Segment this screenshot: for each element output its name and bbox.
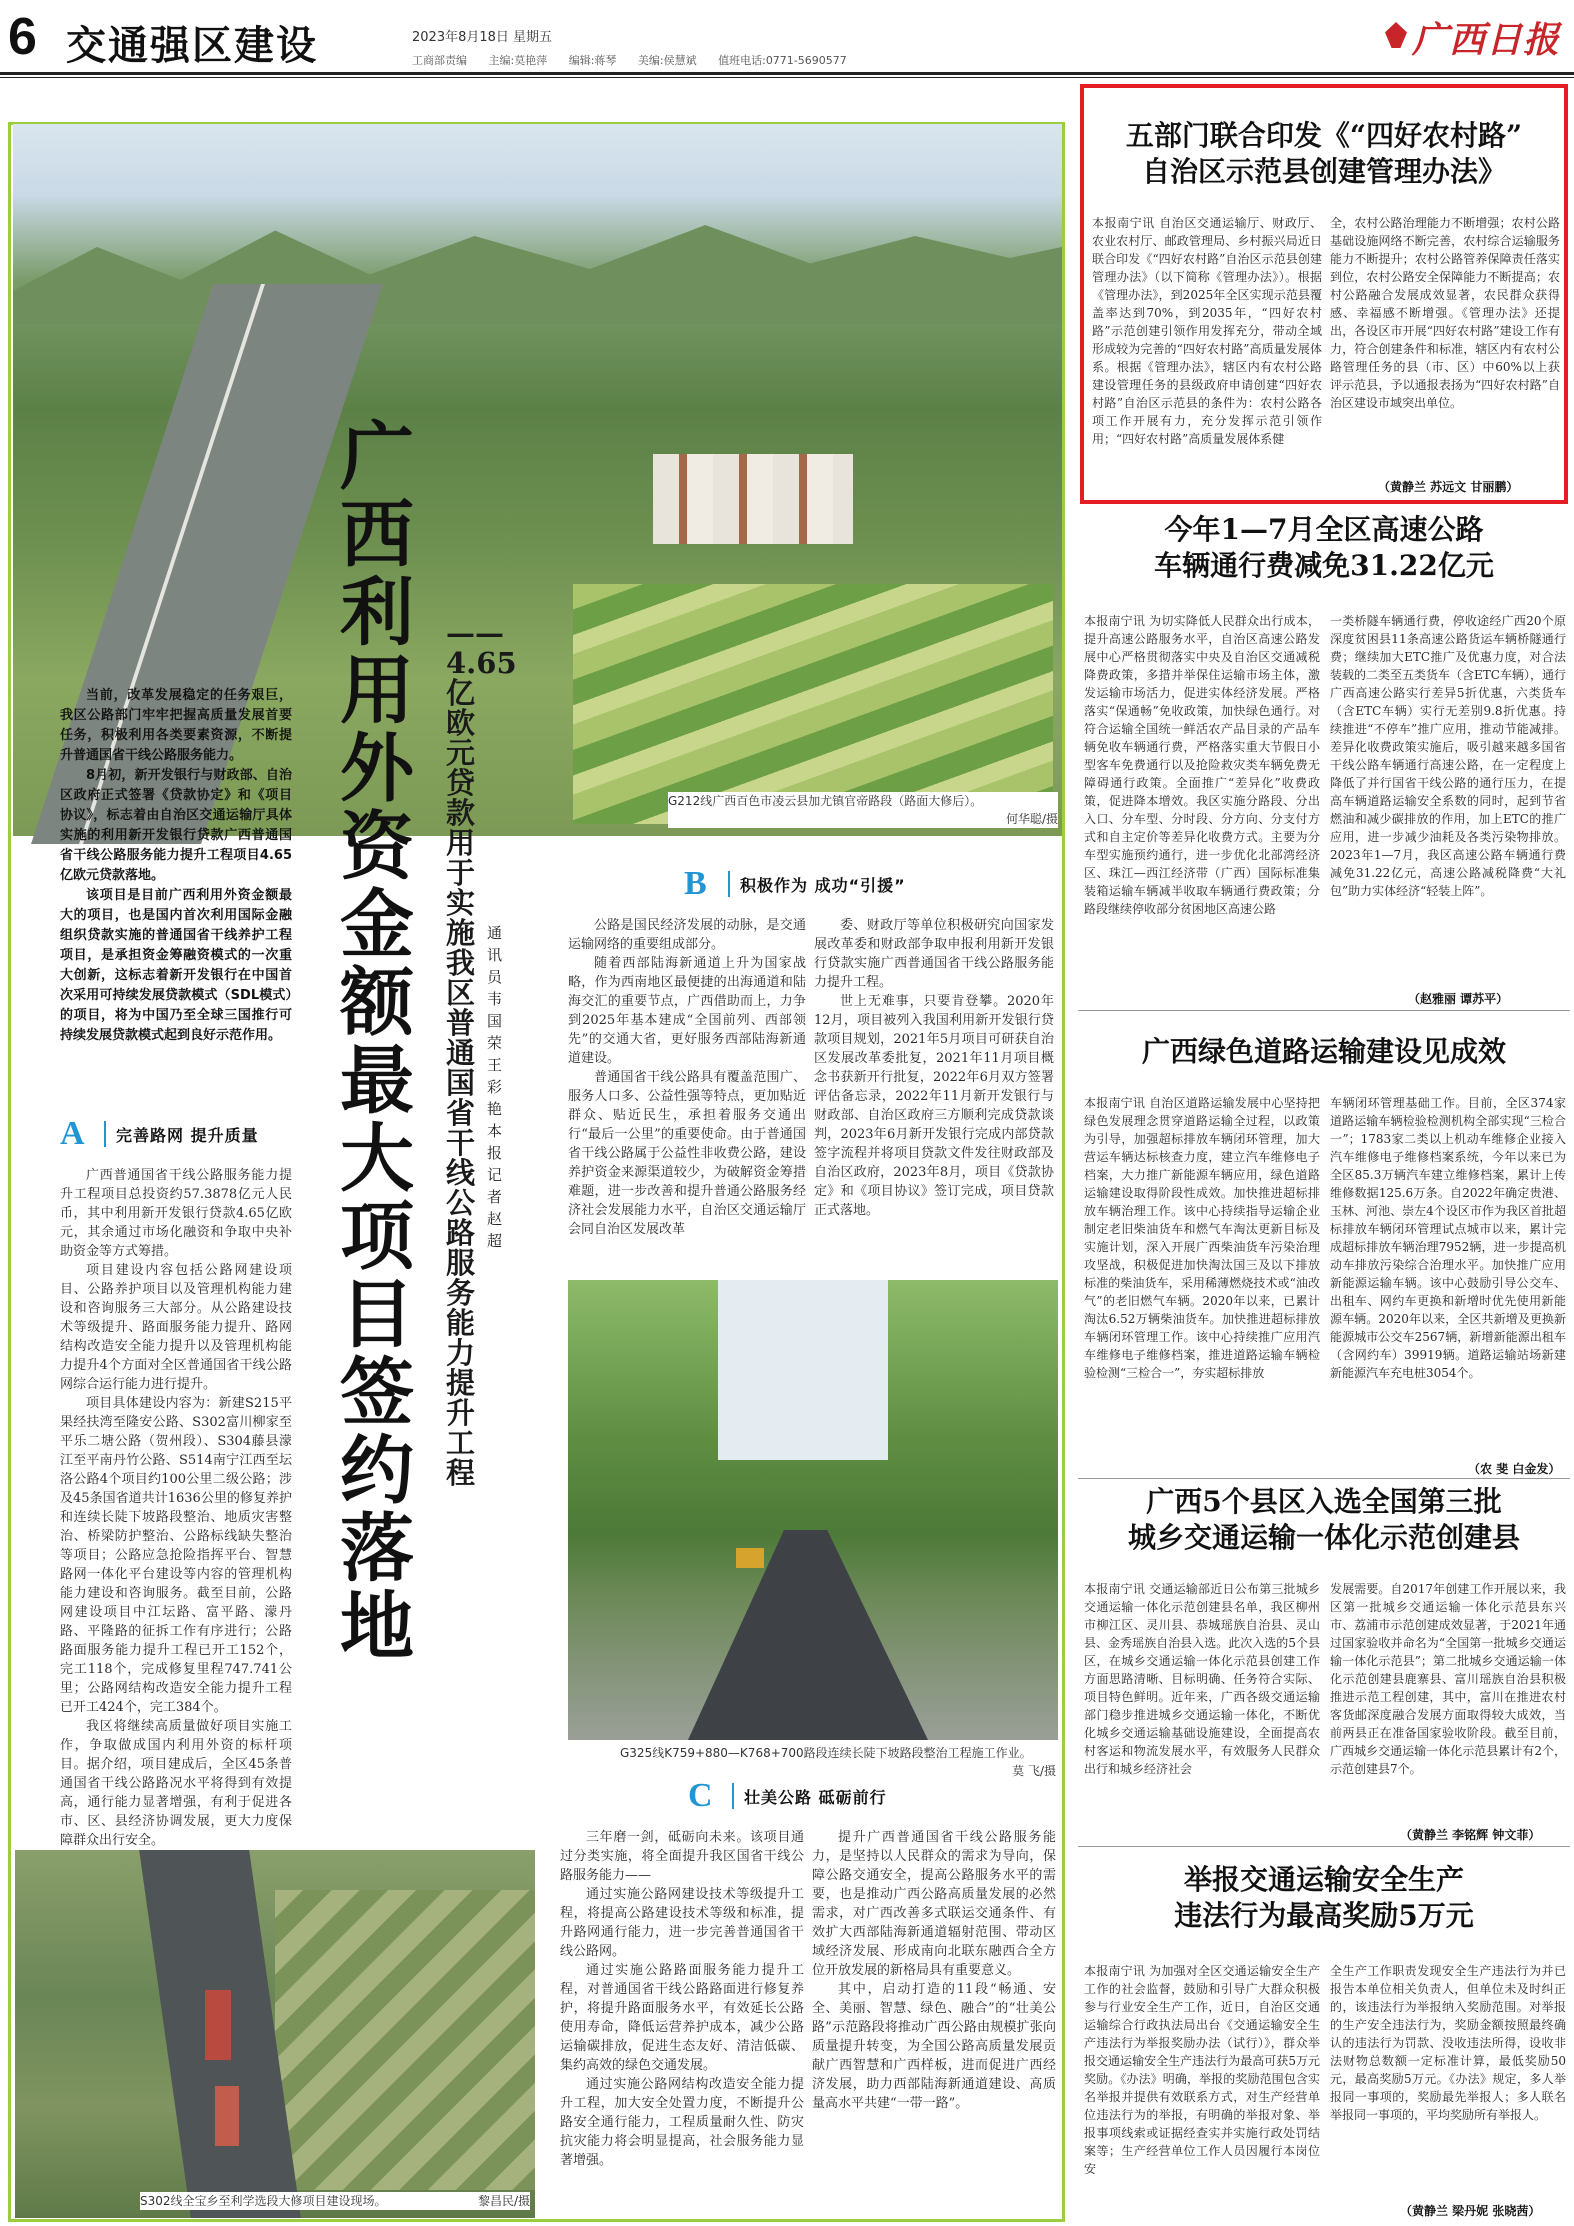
article5-body-2: 全生产工作职责发现安全生产违法行为并已报告本单位相关负责人，但单位未及时纠正的，该违法行为举报纳入奖励范围。对举报的生产安全违法行为，奖励金额按照最终确认的违法行为罚款、没收违法所得，设收非法财物总数额一定标准计算，最低奖励50元，最高奖励5万元。《办法》规定，多人举报同一事项的，奖励最先举报人；多人联名举报同一事项的，平均奖励所有举报人。: [1330, 1964, 1566, 2122]
section-c-heading: C 壮美公路 砥砺前行: [688, 1777, 887, 1814]
masthead-rule: [0, 72, 1574, 75]
section-b-body-2: 委、财政厅等单位积极研究向国家发展改革委和财政部争取申报利用新开发银行贷款实施广西普通国省干线公路服务能力提升工程。 世上无难事，只要肯登攀。2020年12月，项目被列入我国利用新开发银行贷款项目规划，2021年5月项目可研获自治区发展改革委批复，2021年11月项目概念书获新开行批复，2022年6月双方签署评估备忘录，2022年11月新开发银行与财政部、自治区政府三方顺利完成贷款谈判，2023年6月新开发银行完成内部贷款签字流程并将项目贷款文件发往财政部及自治区政府，2023年8月，项目《贷款协定》和《项目协议》签订完成，项目贷款正式落地。: [814, 918, 1054, 1218]
photo2-credit: 莫 飞/摄: [1012, 1764, 1056, 1778]
article2-title: 今年1—7月全区高速公路 车辆通行费减免31.22亿元: [1154, 513, 1494, 582]
section-c-body-2: 提升广西普通国省干线公路服务能力，是坚持以人民群众的需求为导向，保障公路交通安全，提高公路服务水平的需要，也是推动广西公路高质量发展的必然需求，对广西改善多式联运交通条件、有效扩大西部陆海新通道辐射范围、带动区域经济发展、形成南向北联东融西合全方位开放发展的新格局具有重要意义。 其中，启动打造的11段“畅通、安全、美丽、智慧、绿色、融合”的“壮美公路”示范路段将推动广西公路由规模扩张向质量提升转变，为全国公路高质量发展贡献广西智慧和广西样板，进而促进广西经济发展，助力西部陆海新通道建设、高质量高水平共建“一带一路”。: [812, 1830, 1056, 2111]
truck: [205, 1990, 231, 2060]
article3-title: 广西绿色道路运输建设见成效: [1141, 1035, 1506, 1068]
roller-vehicle: [736, 1548, 764, 1568]
page-number: 6: [8, 8, 37, 66]
article1-body-1: 本报南宁讯 自治区交通运输厅、财政厅、农业农村厅、邮政管理局、乡村振兴局近日联合印发《“四好农村路”自治区示范县创建管理办法》（以下简称《管理办法》）。根据《管理办法》，到2025年全区实现示范县覆盖率达到70%，到2035年，“四好农村路”示范创建引领作用发挥充分，带动全域形成较为完善的“四好农村路”高质量发展体系。根据《管理办法》，辖区内有农村公路建设管理任务的县级政府申请创建“四好农村路”自治区示范县的条件为：农村公路各项工作开展有力，充分发挥示范引领作用；“四好农村路”高质量发展体系健: [1092, 216, 1322, 446]
section-title: 交通强区建设: [66, 23, 318, 69]
article2-body-2: 一类桥隧车辆通行费，停收途经广西20个原深度贫困县11条高速公路货运车辆桥隧通行费；继续加大ETC推广及优惠力度，对合法装载的二类至五类货车（含ETC车辆），通行广西高速公路实行差异5折优惠，六类货车（含ETC车辆）实行无差别9.8折优惠。持续推进“不停车”推广应用，推动节能减排。差异化收费政策实施后，吸引越来越多国省干线公路车辆通行高速公路，在一定程度上降低了并行国省干线公路的通行压力，在提高车辆道路运输安全系数的同时，起到节省燃油和减少碳排放的作用，加上ETC的推广应用，进一步减少油耗及各类污染物排放。2023年1—7月，我区高速公路车辆通行费减免31.22亿元，高速公路减税降费“大礼包”助力实体经济“轻装上阵”。: [1330, 614, 1566, 898]
lead-subhead: ——4.65亿欧元贷款用于实施我区普通国省干线公路服务能力提升工程: [446, 616, 517, 1490]
lead-headline: 广西利用外资金额最大项目签约落地: [340, 414, 416, 1670]
article5-signature: （黄静兰 梁丹妮 张晓茜）: [1400, 2204, 1541, 2218]
lead-intro: 当前，改革发展稳定的任务艰巨，我区公路部门牢牢把握高质量发展首要任务，积极利用各类要素资源，不断提升普通国省干线公路服务能力。 8月初，新开发银行与财政部、自治区政府正式签署《贷款协定》和《项目协议》，标志着由自治区交通运输厅具体实施的利用新开发银行贷款广西普通国省干线公路服务能力提升工程项目4.65亿欧元贷款落地。 该项目是目前广西利用外资金额最大的项目，也是国内首次利用国际金融组织贷款实施的普通国省干线养护工程项目，是承担资金筹融资模式的一次重大创新，这标志着新开发银行在中国首次采用可持续发展贷款模式（SDL模式）的项目，将为中国乃至全球三国推行可持续发展贷款模式起到良好示范作用。: [60, 688, 292, 1043]
article5-body-1: 本报南宁讯 为加强对全区交通运输安全生产工作的社会监督，鼓励和引导广大群众积极参与行业安全生产工作，近日，自治区交通运输综合行政执法局出台《交通运输安全生产违法行为举报奖励办法（试行）》，群众举报交通运输安全生产违法行为最高可获5万元奖励。《办法》明确，举报的奖励范围包含实名举报并提供有效联系方式，对生产经营单位违法行为的举报，有明确的举报对象、举报事项线索或证据经查实并实施行政处罚结案等；生产经营单位工作人员因履行本岗位安: [1084, 1964, 1320, 2176]
article2-signature: （赵雅丽 谭苏平）: [1408, 992, 1509, 1006]
article4-body-2: 发展需要。自2017年创建工作开展以来，我区第一批城乡交通运输一体化示范县东兴市、荔浦市示范创建成效显著，于2021年通过国家验收并命名为“全国第一批城乡交通运输一体化示范县”；第二批城乡交通运输一体化示范创建县鹿寨县、富川瑶族自治县积极推进示范工程创建，其中，富川在推进农村客货邮深度融合发展方面取得较大成效，当前两县正在准备国家验收阶段。截至目前，广西城乡交通运输一体化示范县累计有2个，示范创建县7个。: [1330, 1582, 1566, 1776]
photo1-caption: G212线广西百色市凌云县加尤镇官帝路段（路面大修后）。 何华聪/摄: [668, 794, 1058, 826]
section-a-body: 广西普通国省干线公路服务能力提升工程项目总投资约57.3878亿元人民币，其中利用新开发银行贷款4.65亿欧元，其余通过市场化融资和争取中央补助资金等方式筹措。 项目建设内容包括公路网建设项目、公路养护项目以及管理机构能力建设和咨询服务三大部分。从公路建设技术等级提升、路面服务能力提升、路网结构改造安全能力提升以及管理机构能力提升4个方面对全区普通国省干线公路网综合运行能力进行提升。 项目具体建设内容为：新建S215平果经扶湾至隆安公路、S302富川柳家至平乐二塘公路（贺州段）、S304藤县濛江至平南丹竹公路、S514南宁江西至坛洛公路4个项目约100公里二级公路；涉及45条国省道共计1636公里的修复养护和连续长陡下坡路段整治、地质灾害整治、桥梁防护整治、公路标线缺失整治等项目；公路应急抢险指挥平台、智慧路网一体化平台建设等内容的管理机构能力建设和咨询服务。截至目前，公路网建设项目中江坛路、富平路、濛丹路、平隆路的征拆工作有序进行；公路路面服务能力提升工程已开工152个，完工118个，完成修复里程747.741公里；公路网结构改造安全能力提升工程已开工424个，完工384个。 我区将继续高质量做好项目实施工作，争取做成国内利用外资的标杆项目。据介绍，项目建成后，全区45条普通国省干线公路路况水平将得到有效提高，通行能力显著增强，有利于促进各市、区、县经济协调发展，更大力度保障群众出行安全。: [60, 1168, 292, 1848]
article1-signature: （黄静兰 苏远文 甘丽鹏）: [1378, 480, 1519, 494]
masthead-rule-thin: [0, 77, 1574, 78]
newspaper-logo: 广西日报: [1412, 19, 1561, 61]
article4-body-1: 本报南宁讯 交通运输部近日公布第三批城乡交通运输一体化示范创建县名单，我区柳州市柳江区、灵川县、恭城瑶族自治县、灵山县、金秀瑶族自治县入选。此次入选的5个县区，在城乡交通运输一体化示范县创建工作方面思路清晰、目标明确、任务符合实际、项目特色鲜明。近年来，广西各级交通运输部门稳步推进城乡交通运输一体化，不断优化城乡交通运输基础设施建设，全面提高农村客运和物流发展水平，有效服务人民群众出行和城乡经济社会: [1084, 1582, 1320, 1776]
photo2-caption: G325线K759+880—K768+700路段连续长陡下坡路段整治工程施工作业。 莫 飞/摄: [620, 1746, 1056, 1778]
section-b-body-1: 公路是国民经济发展的动脉，是交通运输网络的重要组成部分。 随着西部陆海新通道上升为国家战略，作为西南地区最便捷的出海通道和陆海交汇的重要节点，广西借助而上，力争到2025年基本建成“全国前列、西部领先”的交通大省，更好服务西部陆海新通道建设。 普通国省干线公路具有覆盖范围广、服务人口多、公益性强等特点，更加贴近群众、贴近民生，承担着服务交通出行“最后一公里”的重要使命。由于普通国省干线公路属于公益性非收费公路，建设养护资金来源渠道较少，为破解资金筹措难题，进一步改善和提升普通公路服务经济社会发展能力水平，自治区交通运输厅会同自治区发展改革: [568, 918, 806, 1237]
article3-signature: （农 斐 白金发）: [1468, 1462, 1561, 1476]
lead-photo-aerial-road: [15, 1850, 535, 2218]
photo3-caption: S302线全宝乡至利学选段大修项目建设现场。 黎昌民/摄: [140, 2194, 530, 2208]
lead-byline: 通讯员 韦国荣 王彩艳 本报记者 赵 超: [487, 924, 503, 1250]
article3-body-1: 本报南宁讯 自治区道路运输发展中心坚持把绿色发展理念贯穿道路运输全过程，以政策为引导，加强超标排放车辆闭环管理，加大营运车辆达标核查力度，建立汽车维修电子档案，大力推广新能源车辆应用，绿色道路运输建设取得阶段性成效。加快推进超标排放车辆治理工作。该中心持续指导运输企业制定老旧柴油货车和燃气车淘汰更新目标及实施计划，深入开展广西柴油货车污染治理攻坚战，积极促进加快淘汰国三及以下排放标准的柴油货车，采用稀薄燃烧技术或“油改气”的老旧燃气车辆。2020年以来，已累计淘汰6.52万辆柴油货车。加快推进超标排放车辆闭环管理工作。该中心持续推广应用汽车维修电子维修档案，推进道路运输车辆检验检测“三检合一”，夯实超标排放: [1084, 1096, 1320, 1380]
article2-body-1: 本报南宁讯 为切实降低人民群众出行成本，提升高速公路服务水平，自治区高速公路发展中心严格贯彻落实中央及自治区交通减税降费政策，多措并举保住运输市场主体，激发运输市场活力，促进实体经济发展。严格落实“保通畅”免收政策，加快绿色通行。对符合运输全国统一鲜活农产品目录的产品车辆免收车辆通行费，严格落实重大节假日小型客车免费通行以及抢险救灾类车辆免费无障碍通行政策。全面推广“差异化”收费政策，促进降本增效。我区实施分路段、分出入口、分车型、分时段、分方向、分支付方式和自主定价等差异化收费方式。主要为分车型实施预约通行，进一步优化北部湾经济区、珠江—西江经济带（广西）国际标准集装箱运输车辆减半收取车辆通行费政策；分路段继续停收部分贫困地区高速公路: [1084, 614, 1320, 916]
issue-date: 2023年8月18日 星期五: [412, 30, 553, 45]
article4-title: 广西5个县区入选全国第三批 城乡交通运输一体化示范创建县: [1127, 1485, 1520, 1554]
masthead: [0, 0, 1574, 74]
article4-signature: （黄静兰 李铭辉 钟文菲）: [1400, 1828, 1541, 1842]
section-a-heading: A 完善路网 提升质量: [60, 1115, 259, 1152]
article1-title: 五部门联合印发《“四好农村路” 自治区示范县创建管理办法》: [1125, 119, 1523, 188]
article5-title: 举报交通运输安全生产 违法行为最高奖励5万元: [1174, 1863, 1474, 1932]
lead-photo-road-works: [568, 1280, 1058, 1740]
editor-line: 主编:莫艳萍 编辑:蒋琴 美编:侯慧斌 值班电话:0771-5690577: [488, 54, 847, 67]
photo3-credit: 黎昌民/摄: [477, 2194, 530, 2208]
photo1-credit: 何华聪/摄: [1005, 812, 1058, 826]
article1-body-2: 全，农村公路治理能力不断增强；农村公路基础设施网络不断完善，农村综合运输服务能力不断提升；农村公路管养保障责任落实到位，农村公路安全保障能力不断提高；农村公路融合发展成效显著，农民群众获得感、幸福感不断增强。《管理办法》还提出，各设区市开展“四好农村路”建设工作有力，符合创建条件和标准，辖区内有农村公路管理任务的县（市、区）中60%以上获评示范县，予以通报表扬为“四好农村路”自治区建设市域突出单位。: [1330, 216, 1560, 410]
section-b-heading: B 积极作为 成功“引援”: [684, 865, 906, 902]
article3-body-2: 车辆闭环管理基础工作。目前，全区374家道路运输车辆检验检测机构全部实现“三检合一”；1783家二类以上机动车维修企业接入汽车维修电子维修档案系统，今年以来已为全区85.3万辆汽车建立维修档案，累计上传维修数据125.6万条。自2022年确定贵港、玉林、河池、崇左4个设区市作为我区首批超标排放车辆闭环管理试点城市以来，累计完成超标排放车辆治理7952辆，进一步提高机动车排放污染综合治理水平。加快推广应用新能源运输车辆。该中心鼓励引导公交车、出租车、网约车更换和新增时优先使用新能源车辆。2020年以来，全区共新增及更换新能源城市公交车2567辆，新增新能源出租车（含网约车）39919辆。道路运输站场新建新能源汽车充电桩3054个。: [1330, 1096, 1566, 1380]
section-c-body-1: 三年磨一剑，砥砺向未来。该项目通过分类实施，将全面提升我区国省干线公路服务能力—— 通过实施公路网建设技术等级提升工程，将提高公路建设技术等级和标准，提升路网通行能力，进一步完善普通国省干线公路网。 通过实施公路路面服务能力提升工程，对普通国省干线公路路面进行修复养护，将提升路面服务水平，有效延长公路使用寿命，降低运营养护成本，减少公路运输碳排放，促进生态友好、清洁低碳、集约高效的绿色交通发展。 通过实施公路网结构改造安全能力提升工程，加大安全处置力度，不断提升公路安全通行能力，工程质量耐久性、防灾抗灾能力将会明显提高，社会服务能力显著增强。: [560, 1830, 804, 2168]
newspaper-logo-icon: [1385, 22, 1407, 48]
truck: [215, 2086, 239, 2146]
desk-label: 工商部责编: [412, 54, 467, 67]
